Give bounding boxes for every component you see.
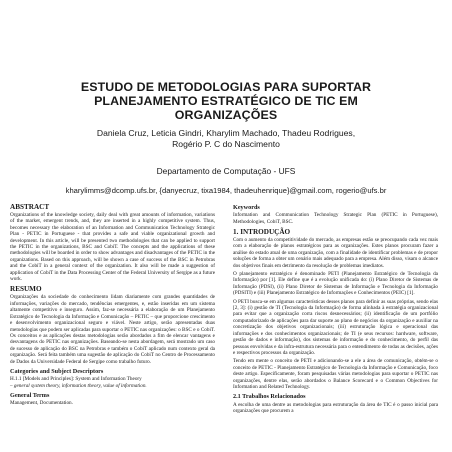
abstract-heading: ABSTRACT: [10, 203, 50, 211]
intro-paragraph-1: Com o aumento da competitividade do mercado, as empresas estão se preocupando cada vez mais com a elaboração de planos estratégicos para as organizações. Estes planos procuram fazer a análise do estado atual de uma organização, com a finalidade de identificar problemas e de propor soluções de forma a obter um cenário mais adequado para a empresa. Além disso, visam o alcance dos objetivos finais em detrimento da resolução de problemas imediatos.: [233, 237, 438, 269]
authors-line-1: Daniela Cruz, Leticia Gindri, Kharylim Machado, Thadeu Rodrigues,: [96, 128, 356, 138]
subsection-paragraph-1: A escolha de uma dentre as metodologias para estruturação da área de TIC é o passo inicial para organizações que procurem a: [233, 401, 438, 414]
left-column: [10, 203, 215, 409]
categories-text: [10, 376, 215, 389]
title-line-1: ESTUDO DE METODOLOGIAS PARA SUPORTAR: [80, 80, 372, 94]
keywords-text: Information and Communication Technology Strategic Plan (PETIC in Portuguese), Methodologies, CobiT, BSC.: [233, 212, 438, 225]
subsection-heading: 2.1 Trabalhos Relacionados: [233, 393, 306, 401]
resumo-heading: RESUMO: [10, 285, 42, 294]
intro-paragraph-3: O PETI busca-se em algumas características desses planos para definir as suas próprias, sendo elas [2, 3]: (i) gestão de TI (Tecnologia da Informação) de forma alinhada à estratégia organizacional para evitar que a organização corra riscos desnecessários; (ii) identificação de um portfólio computadorizado de aplicações para dar suporte ao plano de negócios da organização e auxiliar na concretização dos objetivos organizacionais; (iii) estruturação lógica e operacional das informações e dos conhecimentos organizacionais; de TI (e seus recursos: hardware, software, gestão de dados e informação), dos sistemas de informação e do conhecimento, do perfil das pessoas envolvidas e da infra-estrutura necessária para o entendimento de todas as decisões, ações e respectivos processos da organização.: [233, 298, 438, 356]
paper-title: [0, 80, 452, 122]
categories-text-2: – general system theory, information theory, value of information.: [10, 382, 147, 389]
authors-line-2: Rogério P. C do Nascimento: [172, 138, 280, 149]
resumo-text: Organizações da sociedade do conhecimento lidam diariamente com grandes quantidades de informações, variações do mercado, tendências emergentes, e, estão inseridas em um sistema altamente competitivo e inseguro. Assim, faz-se necessária a elaboração de um Planejamento Estratégico de Tecnologia da Informação e Comunicação – PETIC – que proporcione crescimento e desenvolvimento organizacional seguro e viável. Neste artigo, serão apresentadas duas metodologias que podem ser aplicadas para suportar o PETIC nas organizações: o BSC e o CobiT. Os conceitos e as aplicações destas metodologias serão abordados a fim de elencar vantagens e desvantagens do PETIC nas organizações. Baseando-se nesta abordagem, será mostrado um caso de sucesso de aplicação do BSC na Petrobras e também o CobiT aplicado num contexto geral da organização. Será feita também uma sugestão de aplicação do CobiT no Centro de Processamento de Dados da Universidade Federal de Sergipe como trabalho futuro.: [10, 294, 215, 365]
author-emails: kharylimms@dcomp.ufs.br, {danyecruz, tixa1984, thadeuhenrique}@gmail.com, rogerio@ufs.br: [65, 186, 387, 195]
author-list: [0, 128, 452, 149]
categories-heading: Categories and Subject Descriptors: [10, 367, 104, 375]
keywords-heading: Keywords: [233, 204, 260, 211]
general-terms-heading: General Terms: [10, 391, 50, 399]
title-line-3: ORGANIZAÇÕES: [174, 108, 278, 122]
department: Departamento de Computação - UFS: [156, 166, 296, 176]
abstract-text: Organizations of the knowledge society, daily deal with great amounts of information, variations of the market, emergent trends, and, they are inserted in a highly competitive system. Thus, becomes necessary the elaboration of an Information and Communication Technology Strategic Plan - PETIC in Portuguese - that provides a safe and viable organizational growth and development. In this article, will be presented two methodologies that can be applied to support the PETIC in the organizations, BSC and CobiT. The concepts and the applications of these methodologies will be boarded in order to show advantages and disadvantages of the PETIC in the organizations. Based on this approach, will be shown a case of success of the BSC in Petrobras and the CobiT in a general context of the organization. It also will be made a suggestion of application of CobiT in the Data Processing Center of the Federal University of Sergipe as a future work.: [10, 212, 215, 283]
intro-heading: 1. INTRODUÇÃO: [233, 228, 291, 237]
general-terms-text: Management, Documentation.: [10, 400, 73, 407]
title-line-2: PLANEJAMENTO ESTRATÉGICO DE TIC EM: [94, 94, 358, 108]
intro-paragraph-4: Tendo em mente o conceito de PETI e adicionando-se a ele a área de comunicação, obtém-se o conceito de PETIC - Planejamento Estratégico de Tecnologia da Informação e Comunicação, foco deste artigo. Especificamente, foram pesquisadas várias metodologias para suportar o PETIC nas organizações, dentre elas, serão abordados o Balance Scorecard e o Common Objectives for Information and Related Technology.: [233, 358, 438, 390]
intro-paragraph-2: O planejamento estratégico é denominado PETI (Planejamento Estratégico de Tecnologia da Informação) por [1]. Ele define que é a evolução unificada do: (i) Plano Diretor de Sistemas de Informação (PDSI), (ii) Plano Diretor de Sistemas de Informação e Tecnologia da Informação (PDSITI) e (iii) Planejamento Estratégico de Informações e Conhecimentos (PEIC) [1].: [233, 271, 438, 297]
right-column: [233, 203, 438, 416]
categories-text-1: H.1.1 [Models and Principles]: System and Information Theory: [10, 376, 142, 383]
